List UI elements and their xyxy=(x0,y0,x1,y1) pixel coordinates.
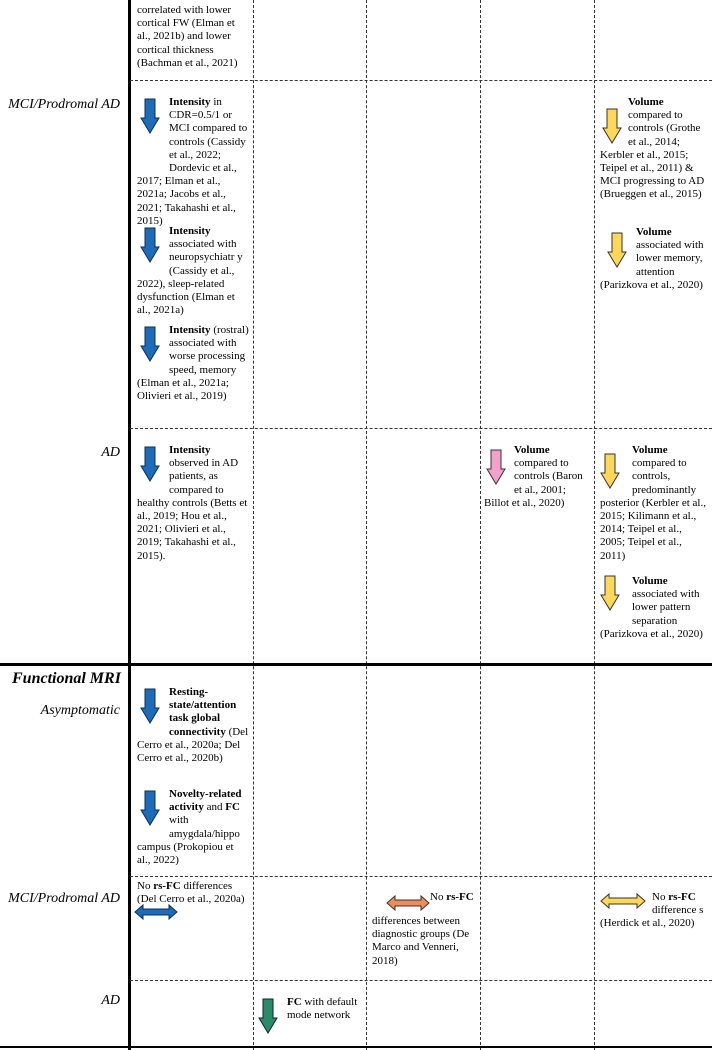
cell-bold: rs-FC xyxy=(668,891,696,903)
cell-bold: Intensity xyxy=(169,225,211,237)
cell-text: differences between diagnostic groups (De Marco and Venneri, 2018) xyxy=(372,915,470,967)
cell-bold: Volume xyxy=(628,96,664,108)
cell-text: compared to controls, predominantly posterior (Kerbler et al., 2015; Kilimann et al., 2014; Teipel et al., 2005; Teipel et al., 2011) xyxy=(600,457,706,562)
col2-ad-fmri-fc xyxy=(257,996,363,1036)
cell-bold: Intensity xyxy=(169,444,211,456)
lc-asym-novelty-activity xyxy=(137,788,249,867)
cell-text: with amygdala/hippo campus (Prokopiou et al., 2022) xyxy=(137,814,240,867)
row-label-asymptomatic: Asymptomatic xyxy=(40,703,120,718)
section-divider xyxy=(0,663,712,666)
col3-mci-fmri-no-difference xyxy=(372,891,476,968)
section-title-functional-mri: Functional MRI xyxy=(12,670,121,687)
cell-text: associated with neuropsychiatr y (Cassidy et al., 2022), sleep-related dysfunction (Elman et al., 2021a) xyxy=(137,238,243,317)
cell-bold: Intensity xyxy=(169,324,211,336)
cell-text: associated with lower memory, attention (Parizkova et al., 2020) xyxy=(600,239,704,291)
row-divider xyxy=(130,980,712,981)
cell-text: No xyxy=(137,880,154,892)
cell-bold: Resting-state/attention task global connectivity xyxy=(169,686,237,738)
cell-bold: Intensity xyxy=(169,96,211,108)
column-divider-4 xyxy=(594,0,595,1050)
right-mci-fmri-no-difference xyxy=(600,891,708,931)
lc-mci-intensity-controls-body xyxy=(137,96,249,228)
cell-text: in CDR=0.5/1 or MCI compared to controls (Cassidy et al., 2022; Dordevic et al., 2017; Elman et al., 2021a; Jacobs et al., 2021; Takahashi et al., 2015) xyxy=(137,96,248,227)
lc-mci-intensity-rostral xyxy=(137,324,249,403)
cell-text: and xyxy=(203,801,226,814)
cell-text: difference s (Herdick et al., 2020) xyxy=(600,904,704,930)
top-cell-text: correlated with lower cortical FW (Elman et al., 2021b) and lower cortical thickness (Bachman et al., 2021) xyxy=(137,4,238,69)
right-ad-volume-controls xyxy=(600,444,708,563)
row-header-divider xyxy=(128,0,131,1050)
right-mci-volume-memory xyxy=(600,226,708,292)
column-divider-2 xyxy=(366,0,367,1050)
cell-text: compared to controls (Grothe et al., 2014; Kerbler et al., 2015; Teipel et al., 2011) & MCI progressing to AD (Brueggen et al., 2015) xyxy=(600,109,705,201)
table-bottom-border xyxy=(0,1046,712,1048)
row-divider xyxy=(130,428,712,429)
lc-asym-global-connectivity xyxy=(137,686,249,765)
lc-mci-intensity-neuropsychiatry xyxy=(137,225,249,317)
cell-text: observed in AD patients, as compared to healthy controls (Betts et al., 2019; Hou et al., 2021; Olivieri et al., 2019; Takahashi et al., 2015). xyxy=(137,457,248,562)
column-divider-3 xyxy=(480,0,481,1050)
cell-text: No xyxy=(430,891,447,903)
cell-text: (rostral) associated with worse processing speed, memory (Elman et al., 2021a; Olivieri et al., 2019) xyxy=(137,324,249,403)
row-label-mci-prodromal-ad-fmri: MCI/Prodromal AD xyxy=(8,891,120,906)
cell-bold: FC xyxy=(287,996,302,1008)
right-ad-volume-pattern xyxy=(600,575,708,641)
row-divider xyxy=(130,876,712,877)
cell-bold: rs-FC xyxy=(446,891,474,903)
row-divider xyxy=(130,80,712,81)
cell-bold: Volume xyxy=(514,444,550,456)
lc-ad-intensity xyxy=(137,444,249,563)
row-label-mci-prodromal-ad: MCI/Prodromal AD xyxy=(8,97,120,112)
cell-text: associated with lower pattern separation (Parizkova et al., 2020) xyxy=(600,588,703,640)
row-label-ad-fmri: AD xyxy=(101,993,120,1008)
cell-text: (Del Cerro et al., 2020a; Del Cerro et al., 2020b) xyxy=(137,725,249,765)
cell-bold: Volume xyxy=(632,575,668,587)
cell-bold: FC xyxy=(225,801,240,814)
cell-bold: Volume xyxy=(636,226,672,238)
cell-text: No xyxy=(652,891,669,903)
column-divider-1 xyxy=(253,0,254,1050)
right-mci-volume-controls xyxy=(600,96,708,202)
row-label-ad: AD xyxy=(101,445,120,460)
lc-mci-fmri-no-difference xyxy=(137,880,249,906)
cell-bold: Volume xyxy=(632,444,668,456)
cell-text: with default mode network xyxy=(287,996,358,1022)
cell-bold: Novelty-related activity xyxy=(169,788,242,814)
col4-ad-volume xyxy=(484,444,592,510)
cell-bold: rs-FC xyxy=(153,880,181,892)
cell-text: differences (Del Cerro et al., 2020a) xyxy=(137,880,245,906)
cell-text: compared to controls (Baron et al., 2001; Billot et al., 2020) xyxy=(484,457,583,509)
